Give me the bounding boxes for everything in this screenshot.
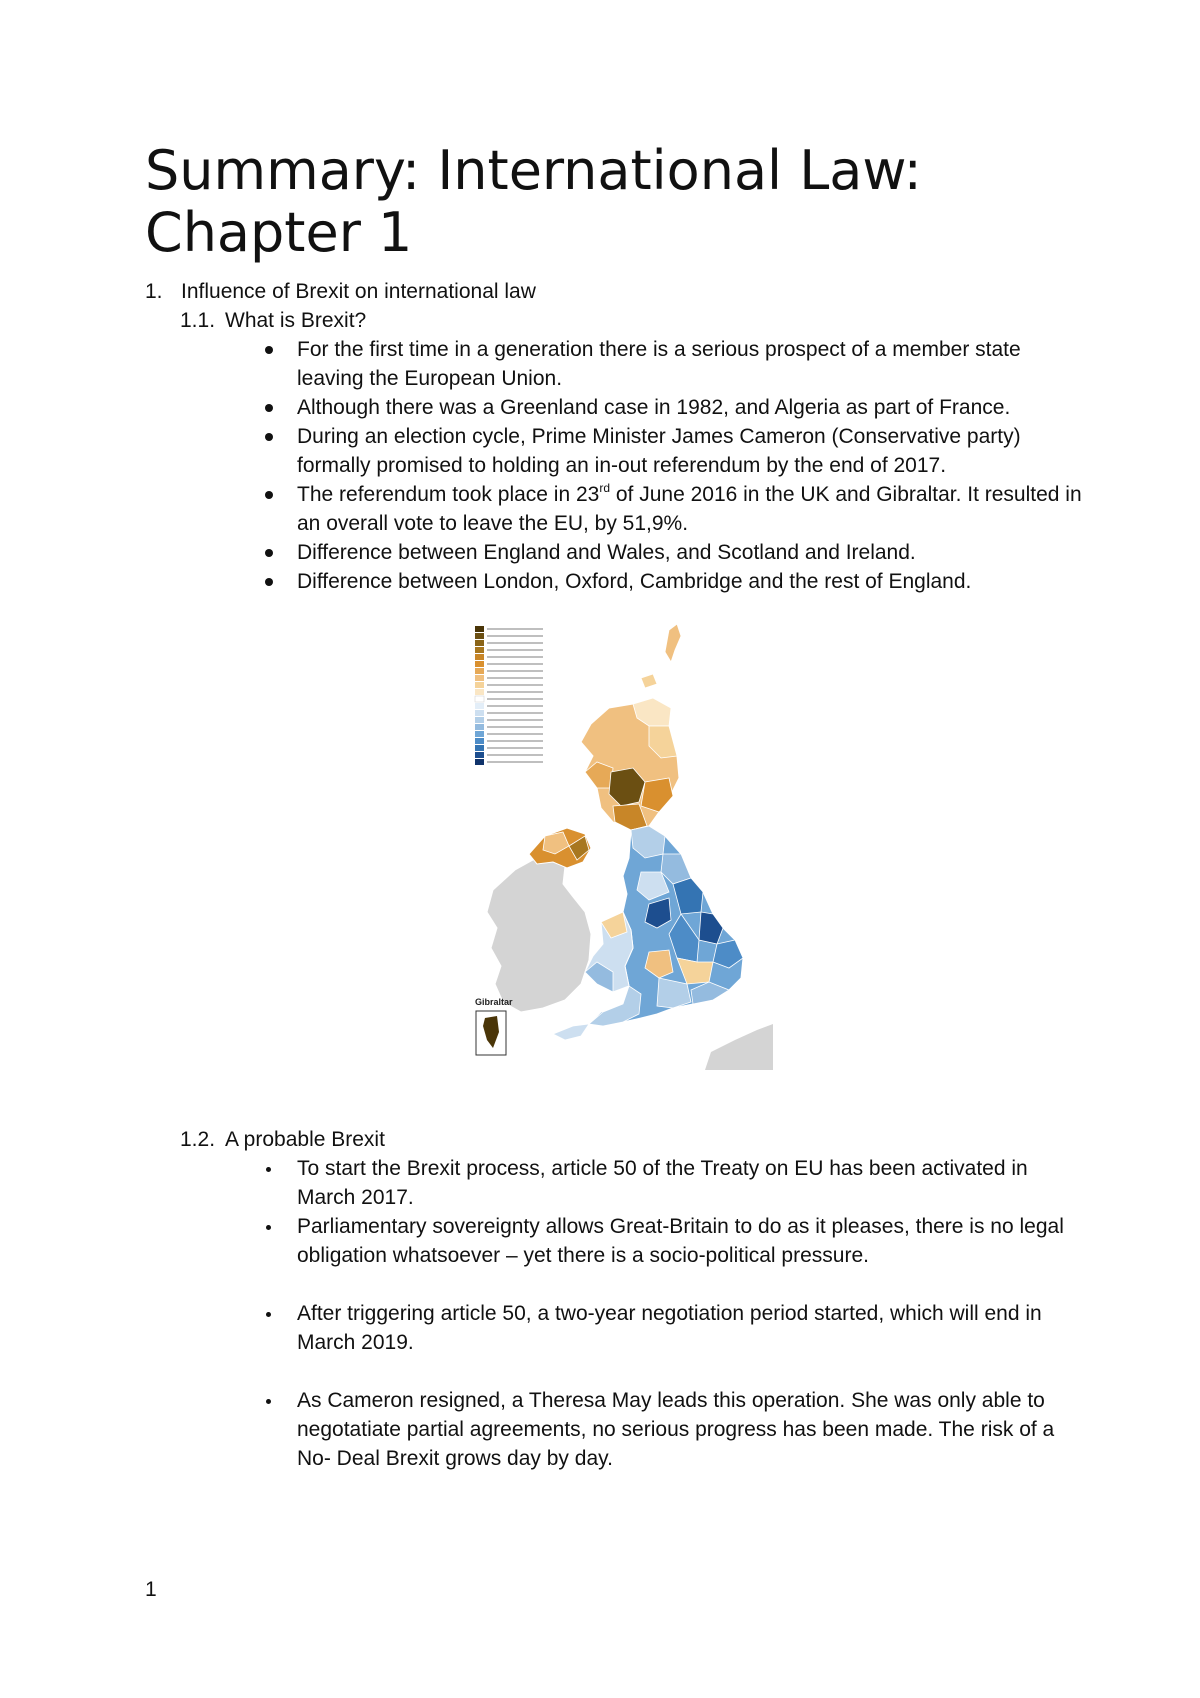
ireland-shape — [487, 854, 591, 1012]
brexit-referendum-map — [473, 622, 773, 1070]
list-item — [262, 393, 1082, 422]
section-1-heading — [145, 277, 536, 306]
bullet-text: As Cameron resigned, a Theresa May leads this operation. She was only able to negotatiate partial agreements, no serious progress has been made. The risk of a No- Deal Brexit grows day by day. — [297, 1389, 1055, 1470]
shetland-shape — [665, 624, 681, 662]
section-1-2-number: 1.2. — [180, 1128, 216, 1151]
list-item — [262, 480, 1082, 538]
gibraltar-inset — [475, 997, 513, 1055]
list-item — [262, 538, 1082, 567]
bullet-text: Difference between England and Wales, and Scotland and Ireland. — [297, 541, 916, 564]
section-1-1-bullet-list — [262, 335, 1082, 596]
referendum-text-start: The referendum took place in 23 — [297, 483, 600, 506]
bullet-text: Although there was a Greenland case in 1982, and Algeria as part of France. — [297, 396, 1011, 419]
bullet-text: To start the Brexit process, article 50 of the Treaty on EU has been activated in March 2017. — [297, 1157, 1028, 1209]
list-item — [262, 335, 1082, 393]
list-item — [262, 1154, 1082, 1212]
list-item — [262, 1299, 1082, 1357]
page-number: 1 — [145, 1578, 157, 1601]
orkney-shape — [641, 674, 657, 688]
list-item — [262, 422, 1082, 480]
section-1-number: 1. — [145, 280, 163, 303]
bullet-text: After triggering article 50, a two-year negotiation period started, which will end in March 2019. — [297, 1302, 1042, 1354]
list-item — [262, 1386, 1082, 1473]
section-1-2-heading — [180, 1125, 385, 1154]
section-1-1-number: 1.1. — [180, 309, 216, 332]
referendum-text-end: of June 2016 in the UK and Gibraltar. It resulted in an overall vote to leave the EU, by 51,9%. — [297, 483, 1082, 535]
list-item — [262, 1212, 1082, 1270]
gibraltar-label: Gibraltar — [475, 997, 513, 1007]
map-legend — [475, 626, 543, 765]
france-shape — [705, 1024, 773, 1070]
bullet-text: During an election cycle, Prime Minister James Cameron (Conservative party) formally promised to holding an in-out referendum by the end of 2017. — [297, 425, 1021, 477]
list-item — [262, 567, 1082, 596]
section-1-2-title: A probable Brexit — [225, 1128, 385, 1151]
bullet-text — [297, 483, 1082, 535]
bullet-text: For the first time in a generation there is a serious prospect of a member state leaving the European Union. — [297, 338, 1021, 390]
document-title: Summary: International Law: Chapter 1 — [145, 139, 922, 264]
section-1-1-heading — [180, 306, 366, 335]
section-1-2-bullet-list — [262, 1154, 1082, 1473]
ordinal-suffix: rd — [599, 481, 611, 495]
bullet-text: Difference between London, Oxford, Cambridge and the rest of England. — [297, 570, 972, 593]
bullet-text: Parliamentary sovereignty allows Great-Britain to do as it pleases, there is no legal obligation whatsoever – yet there is a socio-political pressure. — [297, 1215, 1064, 1267]
section-1-title: Influence of Brexit on international law — [181, 280, 536, 303]
section-1-1-title: What is Brexit? — [225, 309, 367, 332]
